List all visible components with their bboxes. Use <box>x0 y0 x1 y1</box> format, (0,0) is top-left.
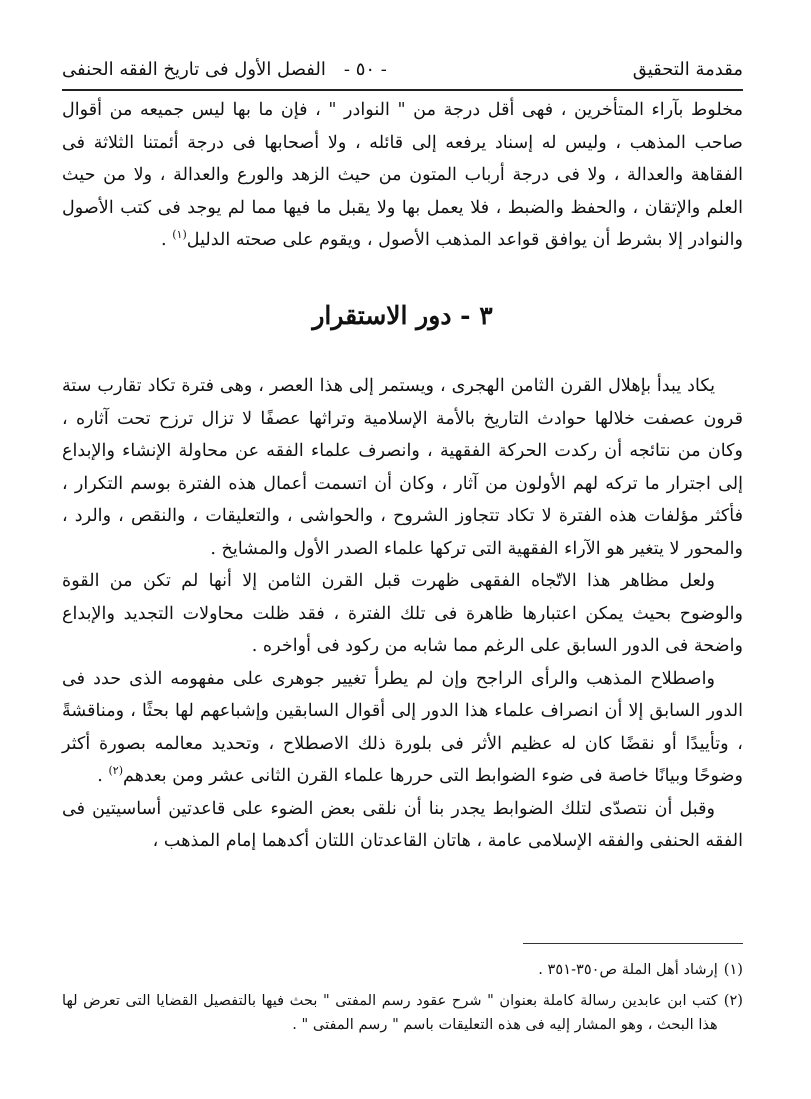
section-body <box>62 370 743 858</box>
footnote-marker-2: (٢) <box>108 764 123 778</box>
intro-paragraph-end: . <box>161 230 173 250</box>
footnote-marker-1: (١) <box>172 228 187 242</box>
footnote-1 <box>62 958 743 983</box>
body-paragraph-3 <box>62 663 743 793</box>
footnote-number: (٢) <box>723 991 743 1009</box>
footnotes <box>62 958 743 1044</box>
header-chapter-title: الفصل الأول فى تاريخ الفقه الحنفى <box>62 58 326 80</box>
body-paragraph-3-end: . <box>97 766 109 786</box>
intro-paragraph-text: مخلوط بآراء المتأخرين ، فهى أقل درجة من " النوادر " ، فإن ما بها ليس جميعه من أقوال صاحب المذهب ، وليس له إسناد يرفعه إلى قائله ، ولا أصحابها فى درجة أئمتنا الثلاثة فى الفقاهة والعدالة ، ولا فى درجة أرباب المتون من حيث الزهد والورع والعدالة ، ولا من حيث العلم والإتقان ، والحفظ والضبط ، فلا يعمل بها ولا يقبل ما فيها مما لم يوجد فى كتب الأصول والنوادر إلا بشرط أن يوافق قواعد المذهب الأصول ، ويقوم على صحته الدليل <box>62 100 743 250</box>
header-left-group <box>62 59 387 80</box>
page-number: - ٥٠ - <box>343 58 387 80</box>
footnote-text: إرشاد أهل الملة ص٣٥٠-٣٥١ . <box>538 961 718 978</box>
body-paragraph-1: يكاد يبدأ بإهلال القرن الثامن الهجرى ، ويستمر إلى هذا العصر ، وهى فترة تكاد تقارب ستة قرون عصفت خلالها حوادث التاريخ بالأمة الإسلامية وتراثها عصفًا لا تزال ترزح تحت آثاره ، وكان من نتائجه أن ركدت الحركة الفقهية ، وانصرف علماء الفقه عن محاولة الإنشاء والإبداع إلى اجترار ما تركه لهم الأولون من آثار ، وكان أن اتسمت أعمال هذه الفترة بوسم التكرار ، فأكثر مؤلفات هذه الفترة لا تكاد تتجاوز الشروح ، والحواشى ، والتعليقات ، والنقص ، والرد ، والمحور لا يتغير هو الآراء الفقهية التى تركها علماء الصدر الأول والمشايخ . <box>62 376 743 559</box>
intro-paragraph <box>62 94 743 257</box>
header-book-section-title: مقدمة التحقيق <box>632 58 743 80</box>
body-paragraph-3-text: واصطلاح المذهب والرأى الراجح وإن لم يطرأ تغيير جوهرى على مفهومه الذى حدد فى الدور السابق إلا أن انصراف علماء هذا الدور إلى أقوال السابقين وإشباعهم لها بحثًا ، ومناقشةً ، وتأييدًا أو نقضًا كان له عظيم الأثر فى بلورة ذلك الاصطلاح ، وتحديد معالمه بصورة أكثر وضوحًا وبيانًا خاصة فى ضوء الضوابط التى حررها علماء القرن الثانى عشر ومن بعدهم <box>62 668 743 786</box>
footnote-2 <box>62 989 743 1038</box>
footnote-text: كتب ابن عابدين رسالة كاملة بعنوان " شرح عقود رسم المفتى " بحث فيها بالتفصيل القضايا التى تعرض لها هذا البحث ، وهو المشار إليه فى هذه التعليقات باسم " رسم المفتى " . <box>62 991 718 1033</box>
section-heading: ٣ - دور الاستقرار <box>312 301 493 330</box>
footnote-number: (١) <box>723 961 743 978</box>
footnote-divider <box>523 943 743 944</box>
header-divider <box>62 89 743 91</box>
body-paragraph-4: وقبل أن نتصدّى لتلك الضوابط يجدر بنا أن نلقى بعض الضوء على قاعدتين أساسيتين فى الفقه الحنفى والفقه الإسلامى عامة ، هاتان القاعدتان اللتان أكدهما إمام المذهب ، <box>62 798 743 851</box>
body-paragraph-2: ولعل مظاهر هذا الاتّجاه الفقهى ظهرت قبل القرن الثامن إلا أنها لم تكن من القوة والوضوح بحيث يمكن اعتبارها ظاهرة فى تلك الفترة ، فقد ظلت محاولات التجديد والإبداع واضحة فى الدور السابق على الرغم مما شابه من ركود فى أواخره . <box>62 571 743 656</box>
running-header <box>62 52 743 86</box>
